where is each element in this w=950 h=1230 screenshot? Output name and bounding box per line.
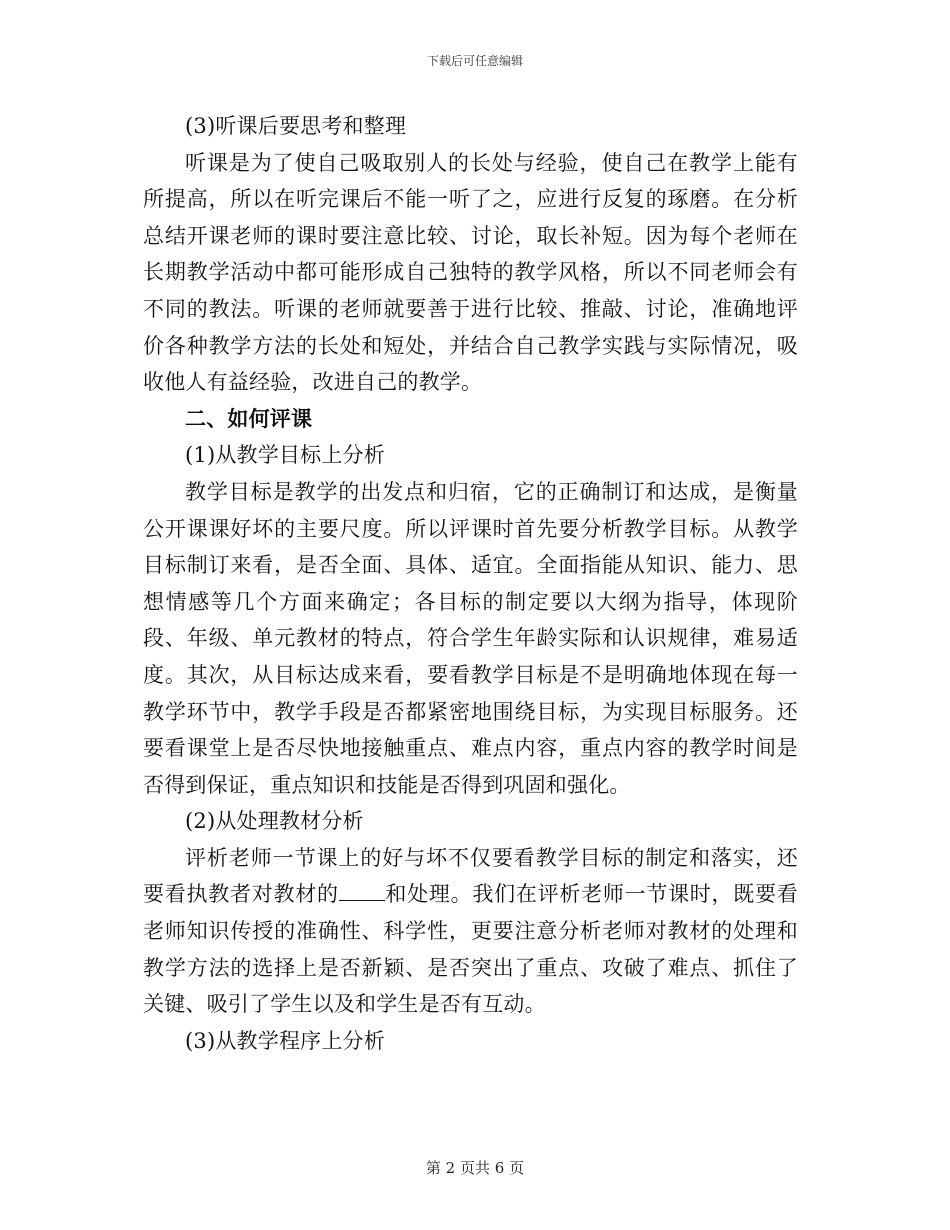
document-body — [143, 108, 798, 1059]
subheading-teaching-procedure: (3)从教学程序上分析 — [185, 1028, 385, 1053]
fill-in-blank — [339, 882, 385, 902]
paragraph-material-handling-part2: 和处理。我们在评析老师一节课时，既要看老师知识传授的准确性、科学性，更要注意分析老师对教材的处理和教学方法的选择上是否新颖、是否突出了重点、攻破了难点、抓住了关键、吸引了学生以及和学生是否有互动。 — [143, 882, 798, 1017]
paragraph-listening-reflection: 听课是为了使自己吸取别人的长处与经验，使自己在教学上能有所提高，所以在听完课后不能一听了之，应进行反复的琢磨。在分析总结开课老师的课时要注意比较、讨论，取长补短。因为每个老师在长期教学活动中都可能形成自己独特的教学风格，所以不同老师会有不同的教法。听课的老师就要善于进行比较、推敲、讨论，准确地评价各种教学方法的长处和短处，并结合自己教学实践与实际情况，吸收他人有益经验，改进自己的教学。 — [143, 150, 798, 395]
paragraph-teaching-goals: 教学目标是教学的出发点和归宿，它的正确制订和达成，是衡量公开课课好坏的主要尺度。所以评课时首先要分析教学目标。从教学目标制订来看，是否全面、具体、适宜。全面指能从知识、能力、思想情感等几个方面来确定；各目标的制定要以大纲为指导，体现阶段、年级、单元教材的特点，符合学生年龄实际和认识规律，难易适度。其次，从目标达成来看，要看教学目标是不是明确地体现在每一教学环节中，教学手段是否都紧密地围绕目标，为实现目标服务。还要看课堂上是否尽快地接触重点、难点内容，重点内容的教学时间是否得到保证，重点知识和技能是否得到巩固和强化。 — [143, 479, 798, 797]
page-header: 下载后可任意编辑 — [426, 54, 523, 68]
subheading-material-handling: (2)从处理教材分析 — [185, 809, 364, 834]
page-number: 第 2 页共 6 页 — [425, 1159, 525, 1177]
paragraph-material-handling — [143, 840, 798, 1023]
paragraph-material-handling-part1: 评析老师一节课上的好与坏不仅要看教学目标的制定和落实，还要看执教者对教材的 — [143, 845, 798, 907]
subheading-teaching-goals: (1)从教学目标上分析 — [185, 443, 385, 468]
section-heading-how-to-evaluate: 二、如何评课 — [185, 405, 313, 431]
section-heading-listening-reflection: (3)听课后要思考和整理 — [185, 114, 407, 138]
